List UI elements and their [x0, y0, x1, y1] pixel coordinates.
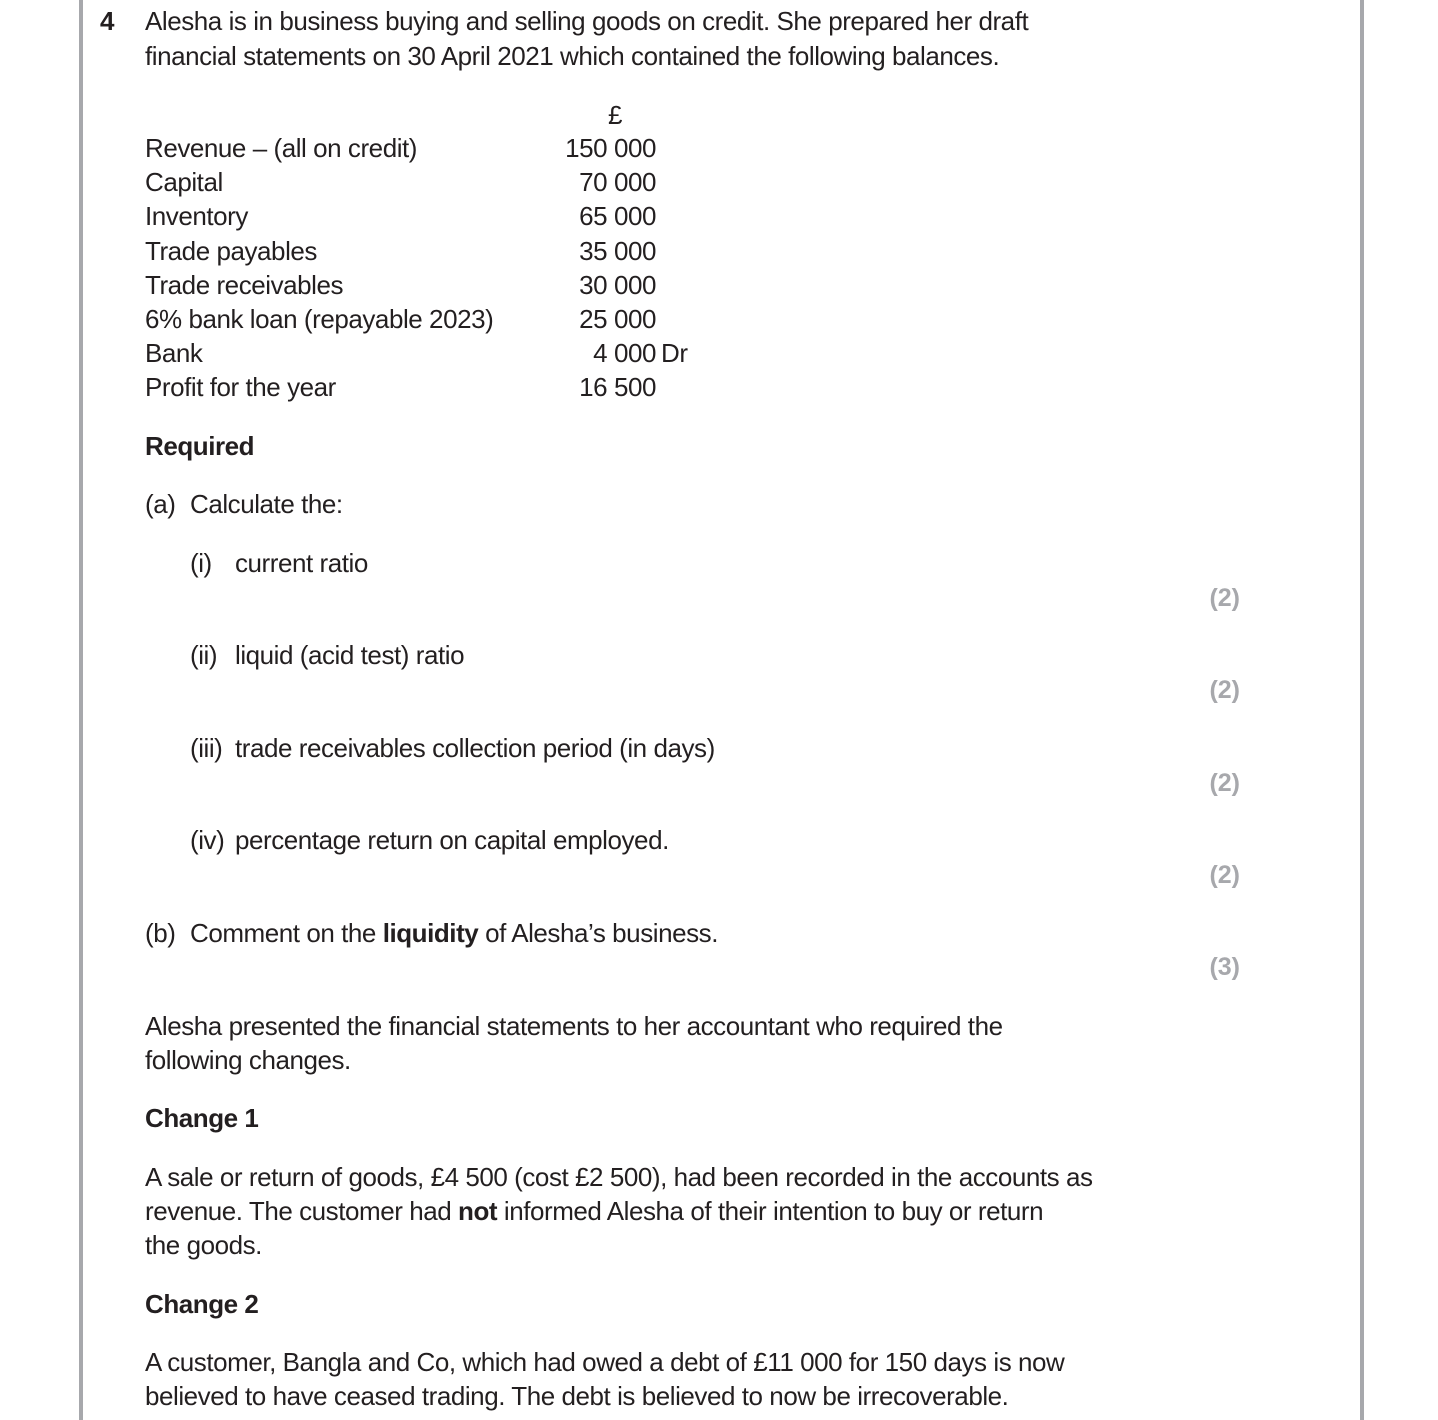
change-1-text-after: informed Alesha of their intention to buy or return — [497, 1196, 1044, 1226]
required-heading: Required — [145, 431, 255, 461]
balance-amount: 30 000 — [579, 270, 656, 300]
balance-amount: 35 000 — [579, 236, 656, 266]
balance-suffix: Dr — [661, 338, 688, 368]
part-b-text-after: of Alesha’s business. — [478, 918, 718, 948]
balance-label: 6% bank loan (repayable 2023) — [145, 304, 494, 334]
change-1-heading: Change 1 — [145, 1103, 259, 1133]
part-b-emphasis: liquidity — [382, 918, 479, 948]
subpart-label: (i) — [190, 548, 212, 578]
part-b-text-before: Comment on the — [190, 918, 383, 948]
balance-label: Capital — [145, 167, 223, 197]
marks-badge: (2) — [1209, 584, 1240, 612]
part-a-text: Calculate the: — [190, 489, 343, 519]
change-1-emphasis: not — [458, 1196, 498, 1226]
part-b-label: (b) — [145, 918, 176, 948]
subpart-label: (iv) — [190, 825, 225, 855]
balance-amount: 16 500 — [579, 372, 656, 402]
balance-label: Trade receivables — [145, 270, 344, 300]
change-1-line-1: A sale or return of goods, £4 500 (cost £2 500), had been recorded in the accounts as — [145, 1162, 1093, 1192]
change-1-line-2 — [145, 1194, 1043, 1228]
intro-line-2: financial statements on 30 April 2021 which contained the following balances. — [145, 41, 1000, 71]
accountant-line-1: Alesha presented the financial statements to her accountant who required the — [145, 1011, 1003, 1041]
accountant-line-2: following changes. — [145, 1045, 351, 1075]
subpart-text: percentage return on capital employed. — [235, 825, 669, 855]
change-2-heading: Change 2 — [145, 1289, 259, 1319]
balance-amount: 25 000 — [579, 304, 656, 334]
intro-line-1: Alesha is in business buying and selling goods on credit. She prepared her draft — [145, 6, 1029, 36]
balance-amount: 70 000 — [579, 167, 656, 197]
page-border-left — [79, 0, 83, 1420]
page-border-right — [1360, 0, 1364, 1420]
balance-amount: 65 000 — [579, 201, 656, 231]
balance-label: Profit for the year — [145, 372, 336, 402]
change-1-text-before: revenue. The customer had — [145, 1196, 459, 1226]
subpart-label: (iii) — [190, 733, 223, 763]
change-2-line-1: A customer, Bangla and Co, which had owed a debt of £11 000 for 150 days is now — [145, 1347, 1065, 1377]
marks-badge: (2) — [1209, 769, 1240, 797]
balance-amount: 150 000 — [565, 133, 656, 163]
marks-badge: (2) — [1209, 861, 1240, 889]
part-b-text — [190, 916, 718, 950]
balance-label: Revenue – (all on credit) — [145, 133, 418, 163]
part-a-label: (a) — [145, 489, 176, 519]
marks-badge: (3) — [1209, 953, 1240, 981]
subpart-label: (ii) — [190, 640, 218, 670]
subpart-text: liquid (acid test) ratio — [235, 640, 465, 670]
currency-header: £ — [608, 100, 623, 130]
change-2-line-2: believed to have ceased trading. The debt is believed to now be irrecoverable. — [145, 1381, 1009, 1411]
change-1-line-3: the goods. — [145, 1230, 262, 1260]
balance-label: Trade payables — [145, 236, 317, 266]
question-number: 4 — [100, 6, 115, 36]
subpart-text: trade receivables collection period (in days) — [235, 733, 715, 763]
balance-label: Inventory — [145, 201, 248, 231]
balance-amount: 4 000 — [593, 338, 656, 368]
balance-label: Bank — [145, 338, 203, 368]
subpart-text: current ratio — [235, 548, 368, 578]
marks-badge: (2) — [1209, 676, 1240, 704]
